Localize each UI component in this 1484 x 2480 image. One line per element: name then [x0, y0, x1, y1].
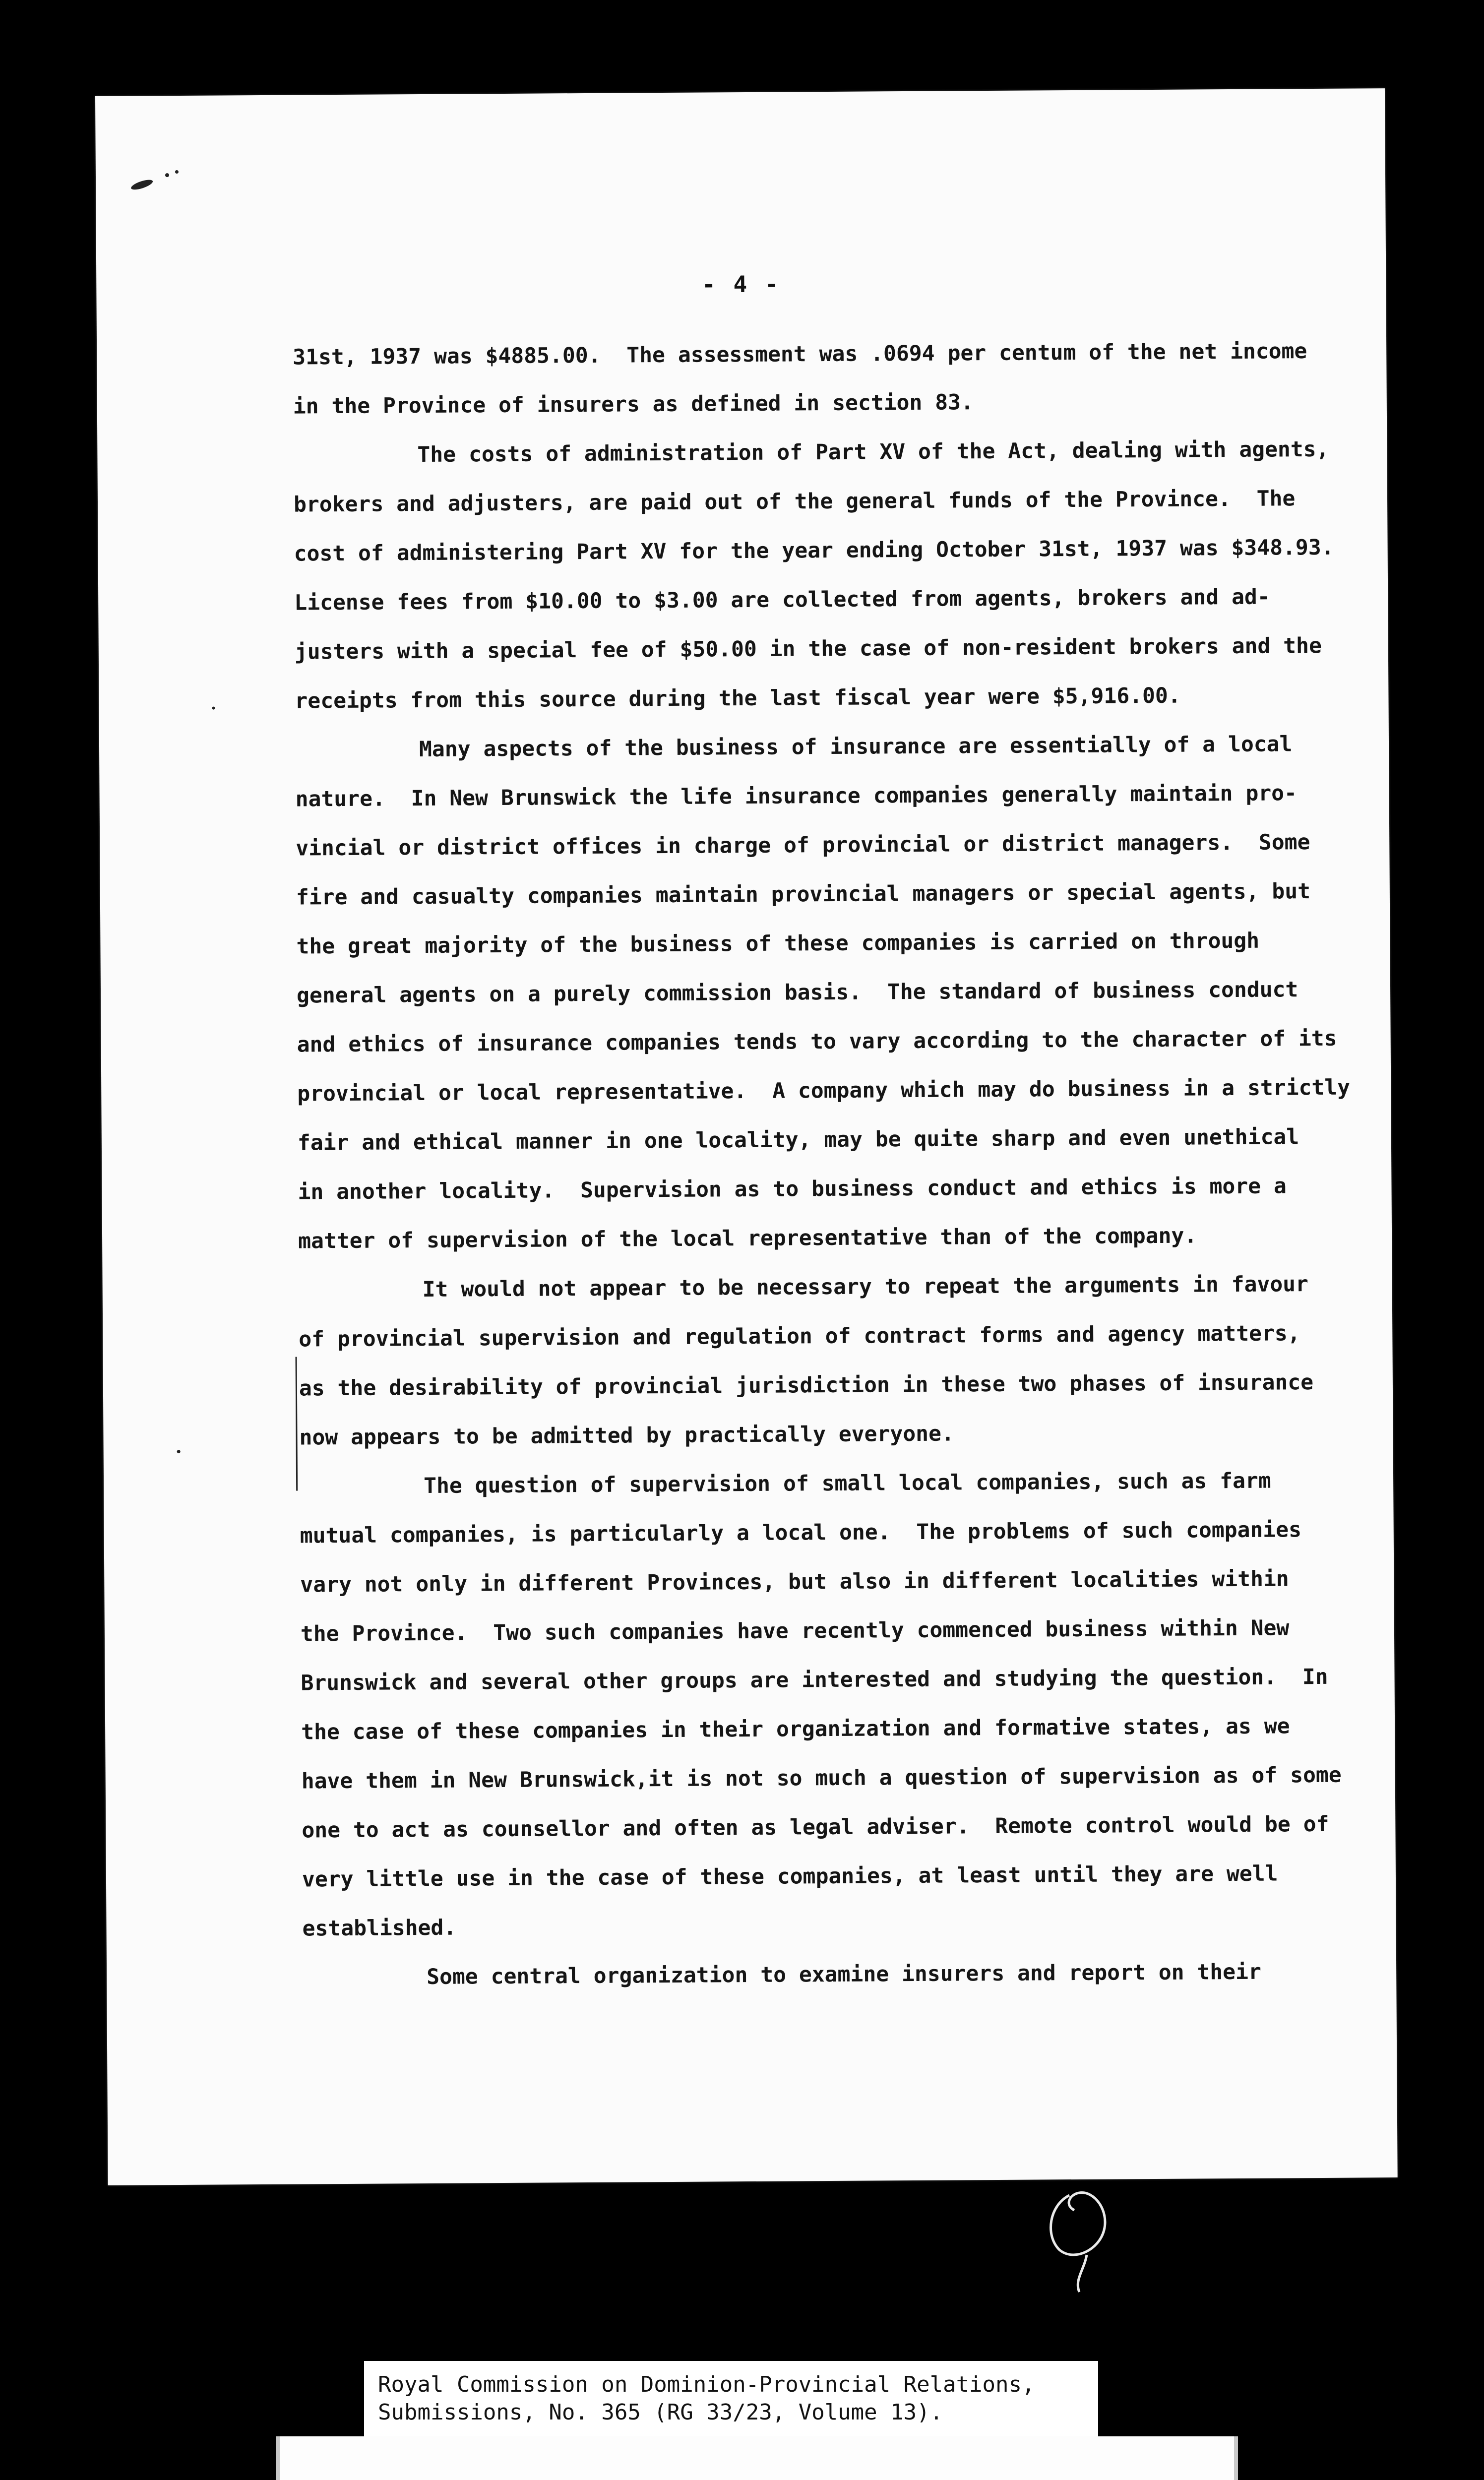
- text-line: very little use in the case of these companies, at least until they are well: [302, 1861, 1278, 1892]
- citation-label: [364, 2361, 1098, 2439]
- text-line: Many aspects of the business of insurance are essentially of a local: [419, 732, 1293, 762]
- page-number: - 4 -: [701, 270, 781, 298]
- text-line: in the Province of insurers as defined in section 83.: [293, 390, 974, 419]
- text-line: have them in New Brunswick,it is not so much a question of supervision as of some: [301, 1762, 1342, 1794]
- film-speck: [175, 170, 179, 174]
- film-speck: [165, 173, 169, 177]
- film-speck: [212, 707, 215, 710]
- text-line: 31st, 1937 was $4885.00. The assessment was .0694 per centum of the net income: [293, 339, 1307, 370]
- typed-body-text: [293, 326, 1369, 2002]
- text-line: one to act as counsellor and often as legal adviser. Remote control would be of: [302, 1811, 1329, 1843]
- text-line: established.: [302, 1915, 457, 1941]
- text-line: Some central organization to examine insurers and report on their: [427, 1959, 1262, 1989]
- text-line: general agents on a purely commission basis. The standard of business conduct: [296, 977, 1298, 1008]
- text-line: receipts from this source during the last fiscal year were $5,916.00.: [295, 683, 1181, 714]
- text-line: justers with a special fee of $50.00 in the case of non-resident brokers and the: [294, 633, 1322, 665]
- film-speck: [130, 178, 154, 192]
- text-line: mutual companies, is particularly a local one. The problems of such companies: [300, 1517, 1302, 1549]
- text-line: fair and ethical manner in one locality, may be quite sharp and even unethical: [297, 1124, 1299, 1156]
- text-line: in another locality. Supervision as to business conduct and ethics is more a: [298, 1174, 1287, 1205]
- text-line: The costs of administration of Part XV of the Act, dealing with agents,: [417, 436, 1329, 468]
- text-line: of provincial supervision and regulation of contract forms and agency matters,: [299, 1321, 1300, 1352]
- text-line: fire and casualty companies maintain provincial managers or special agents, but: [296, 879, 1311, 910]
- text-line: vincial or district offices in charge of provincial or district managers. Some: [296, 830, 1310, 861]
- text-line: nature. In New Brunswick the life insurance companies generally maintain pro-: [295, 781, 1298, 812]
- document-page: [95, 88, 1398, 2185]
- margin-bracket-mark: [296, 1357, 298, 1491]
- text-line: Brunswick and several other groups are interested and studying the question. In: [301, 1664, 1328, 1696]
- pen-scribble-mark: [1040, 2175, 1119, 2294]
- text-line: the case of these companies in their organization and formative states, as we: [301, 1714, 1290, 1745]
- text-line: the Province. Two such companies have recently commenced business within New: [300, 1615, 1290, 1647]
- text-line: vary not only in different Provinces, but also in different localities within: [300, 1566, 1289, 1598]
- text-line: the great majority of the business of these companies is carried on through: [296, 928, 1260, 959]
- text-line: It would not appear to be necessary to repeat the arguments in favour: [422, 1272, 1309, 1302]
- text-line: License fees from $10.00 to $3.00 are collected from agents, brokers and ad-: [294, 584, 1270, 616]
- citation-line-2: Submissions, No. 365 (RG 33/23, Volume 13).: [378, 2400, 943, 2425]
- text-line: provincial or local representative. A company which may do business in a strictly: [297, 1075, 1351, 1107]
- text-line: brokers and adjusters, are paid out of the general funds of the Province. The: [293, 486, 1296, 517]
- citation-line-1: Royal Commission on Dominion-Provincial Relations,: [378, 2372, 1035, 2397]
- text-line: cost of administering Part XV for the year ending October 31st, 1937 was $348.93.: [294, 535, 1334, 566]
- text-line: The question of supervision of small local companies, such as farm: [423, 1468, 1271, 1499]
- archive-stamp-card: [276, 2436, 1238, 2480]
- text-line: now appears to be admitted by practically everyone.: [299, 1421, 954, 1450]
- text-line: matter of supervision of the local representative than of the company.: [298, 1223, 1197, 1254]
- film-speck: [177, 1450, 181, 1453]
- text-line: as the desirability of provincial jurisdiction in these two phases of insurance: [299, 1370, 1314, 1401]
- text-line: and ethics of insurance companies tends to vary according to the character of its: [297, 1026, 1337, 1057]
